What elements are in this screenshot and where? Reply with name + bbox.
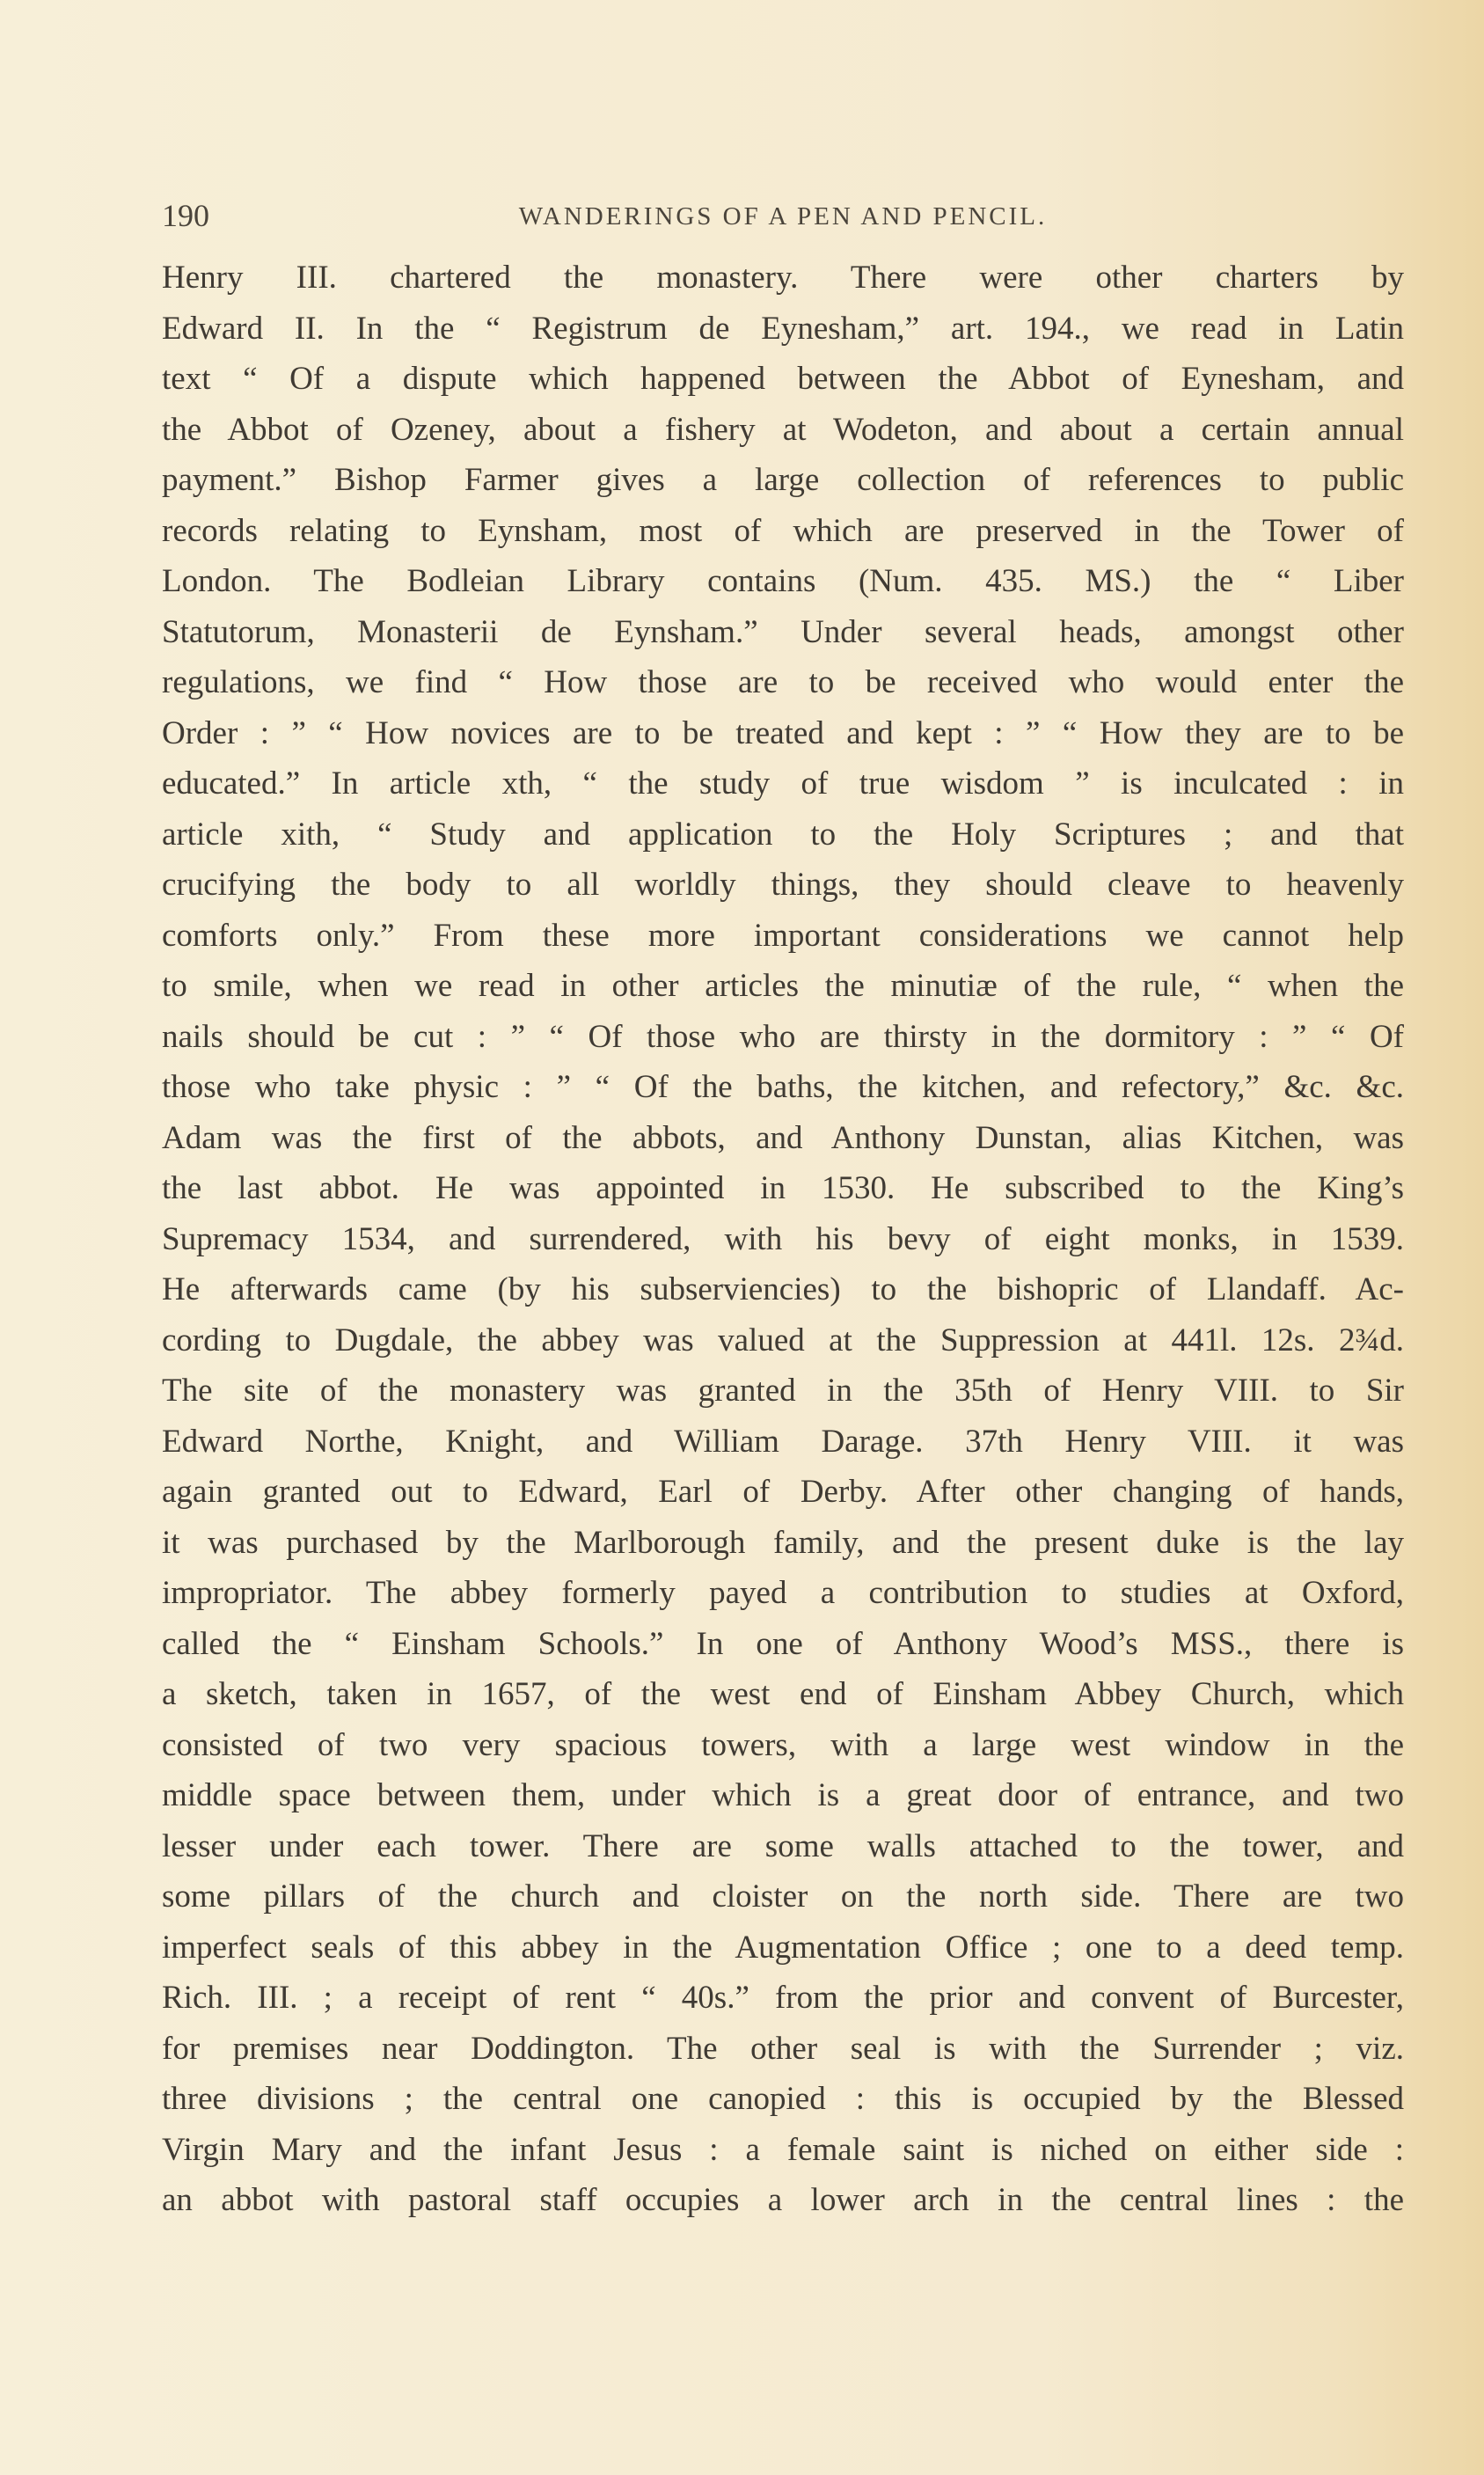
running-head: [162, 187, 1404, 248]
text-line: London. The Bodleian Library contains (Num. 435. MS.) the “ Liber: [162, 563, 1404, 599]
text-line: consisted of two very spacious towers, with a large west window in the: [162, 1726, 1404, 1763]
text-line: it was purchased by the Marlborough family, and the present duke is the lay: [162, 1524, 1404, 1561]
text-line: again granted out to Edward, Earl of Derby. After other changing of hands,: [162, 1474, 1404, 1510]
page-number: 190: [162, 198, 209, 233]
text-line: nails should be cut : ” “ Of those who are thirsty in the dormitory : ” “ Of: [162, 1018, 1404, 1055]
text-line: regulations, we find “ How those are to be received who would enter the: [162, 664, 1404, 700]
text-line: payment.” Bishop Farmer gives a large collection of references to public: [162, 462, 1404, 498]
text-line: crucifying the body to all worldly things, they should cleave to heavenly: [162, 867, 1404, 903]
text-line: Adam was the first of the abbots, and Anthony Dunstan, alias Kitchen, was: [162, 1119, 1404, 1156]
text-line: Edward Northe, Knight, and William Darage. 37th Henry VIII. it was: [162, 1423, 1404, 1460]
text-line: Rich. III. ; a receipt of rent “ 40s.” from the prior and convent of Burcester,: [162, 1980, 1404, 2016]
book-page: [162, 187, 1404, 2226]
text-line: three divisions ; the central one canopied : this is occupied by the Blessed: [162, 2081, 1404, 2117]
text-line: some pillars of the church and cloister on the north side. There are two: [162, 1878, 1404, 1915]
text-line: to smile, when we read in other articles the minutiæ of the rule, “ when the: [162, 968, 1404, 1004]
body-text: [162, 253, 1404, 2226]
text-line: an abbot with pastoral staff occupies a lower arch in the central lines : the: [162, 2182, 1404, 2218]
text-line: the Abbot of Ozeney, about a fishery at Wodeton, and about a certain annual: [162, 411, 1404, 448]
text-line: text “ Of a dispute which happened between the Abbot of Eynesham, and: [162, 361, 1404, 397]
running-title: WANDERINGS OF A PEN AND PENCIL.: [518, 202, 1048, 231]
text-line: impropriator. The abbey formerly payed a contribution to studies at Oxford,: [162, 1575, 1404, 1611]
text-line: Order : ” “ How novices are to be treated and kept : ” “ How they are to be: [162, 714, 1404, 751]
text-line: imperfect seals of this abbey in the Augmentation Office ; one to a deed temp.: [162, 1929, 1404, 1966]
text-line: for premises near Doddington. The other seal is with the Surrender ; viz.: [162, 2030, 1404, 2067]
text-line: The site of the monastery was granted in the 35th of Henry VIII. to Sir: [162, 1373, 1404, 1409]
text-line: Henry III. chartered the monastery. There were other charters by: [162, 260, 1404, 296]
text-line: a sketch, taken in 1657, of the west end of Einsham Abbey Church, which: [162, 1676, 1404, 1712]
text-line: middle space between them, under which is a great door of entrance, and two: [162, 1777, 1404, 1813]
text-line: those who take physic : ” “ Of the baths, the kitchen, and refectory,” &c. &c.: [162, 1069, 1404, 1105]
text-line: called the “ Einsham Schools.” In one of Anthony Wood’s MSS., there is: [162, 1625, 1404, 1662]
text-line: Supremacy 1534, and surrendered, with his bevy of eight monks, in 1539.: [162, 1220, 1404, 1257]
text-line: cording to Dugdale, the abbey was valued at the Suppression at 441l. 12s. 2¾d.: [162, 1322, 1404, 1358]
text-line: records relating to Eynsham, most of which are preserved in the Tower of: [162, 512, 1404, 549]
text-line: He afterwards came (by his subserviencies) to the bishopric of Llandaff. Ac-: [162, 1271, 1404, 1307]
text-line: lesser under each tower. There are some walls attached to the tower, and: [162, 1827, 1404, 1864]
text-line: educated.” In article xth, “ the study of true wisdom ” is inculcated : in: [162, 765, 1404, 802]
text-line: Statutorum, Monasterii de Eynsham.” Under several heads, amongst other: [162, 613, 1404, 650]
text-line: article xith, “ Study and application to the Holy Scriptures ; and that: [162, 816, 1404, 853]
text-line: Edward II. In the “ Registrum de Eynesham,” art. 194., we read in Latin: [162, 310, 1404, 347]
text-line: the last abbot. He was appointed in 1530. He subscribed to the King’s: [162, 1170, 1404, 1206]
text-line: Virgin Mary and the infant Jesus : a female saint is niched on either side :: [162, 2131, 1404, 2168]
text-line: comforts only.” From these more important considerations we cannot help: [162, 917, 1404, 954]
